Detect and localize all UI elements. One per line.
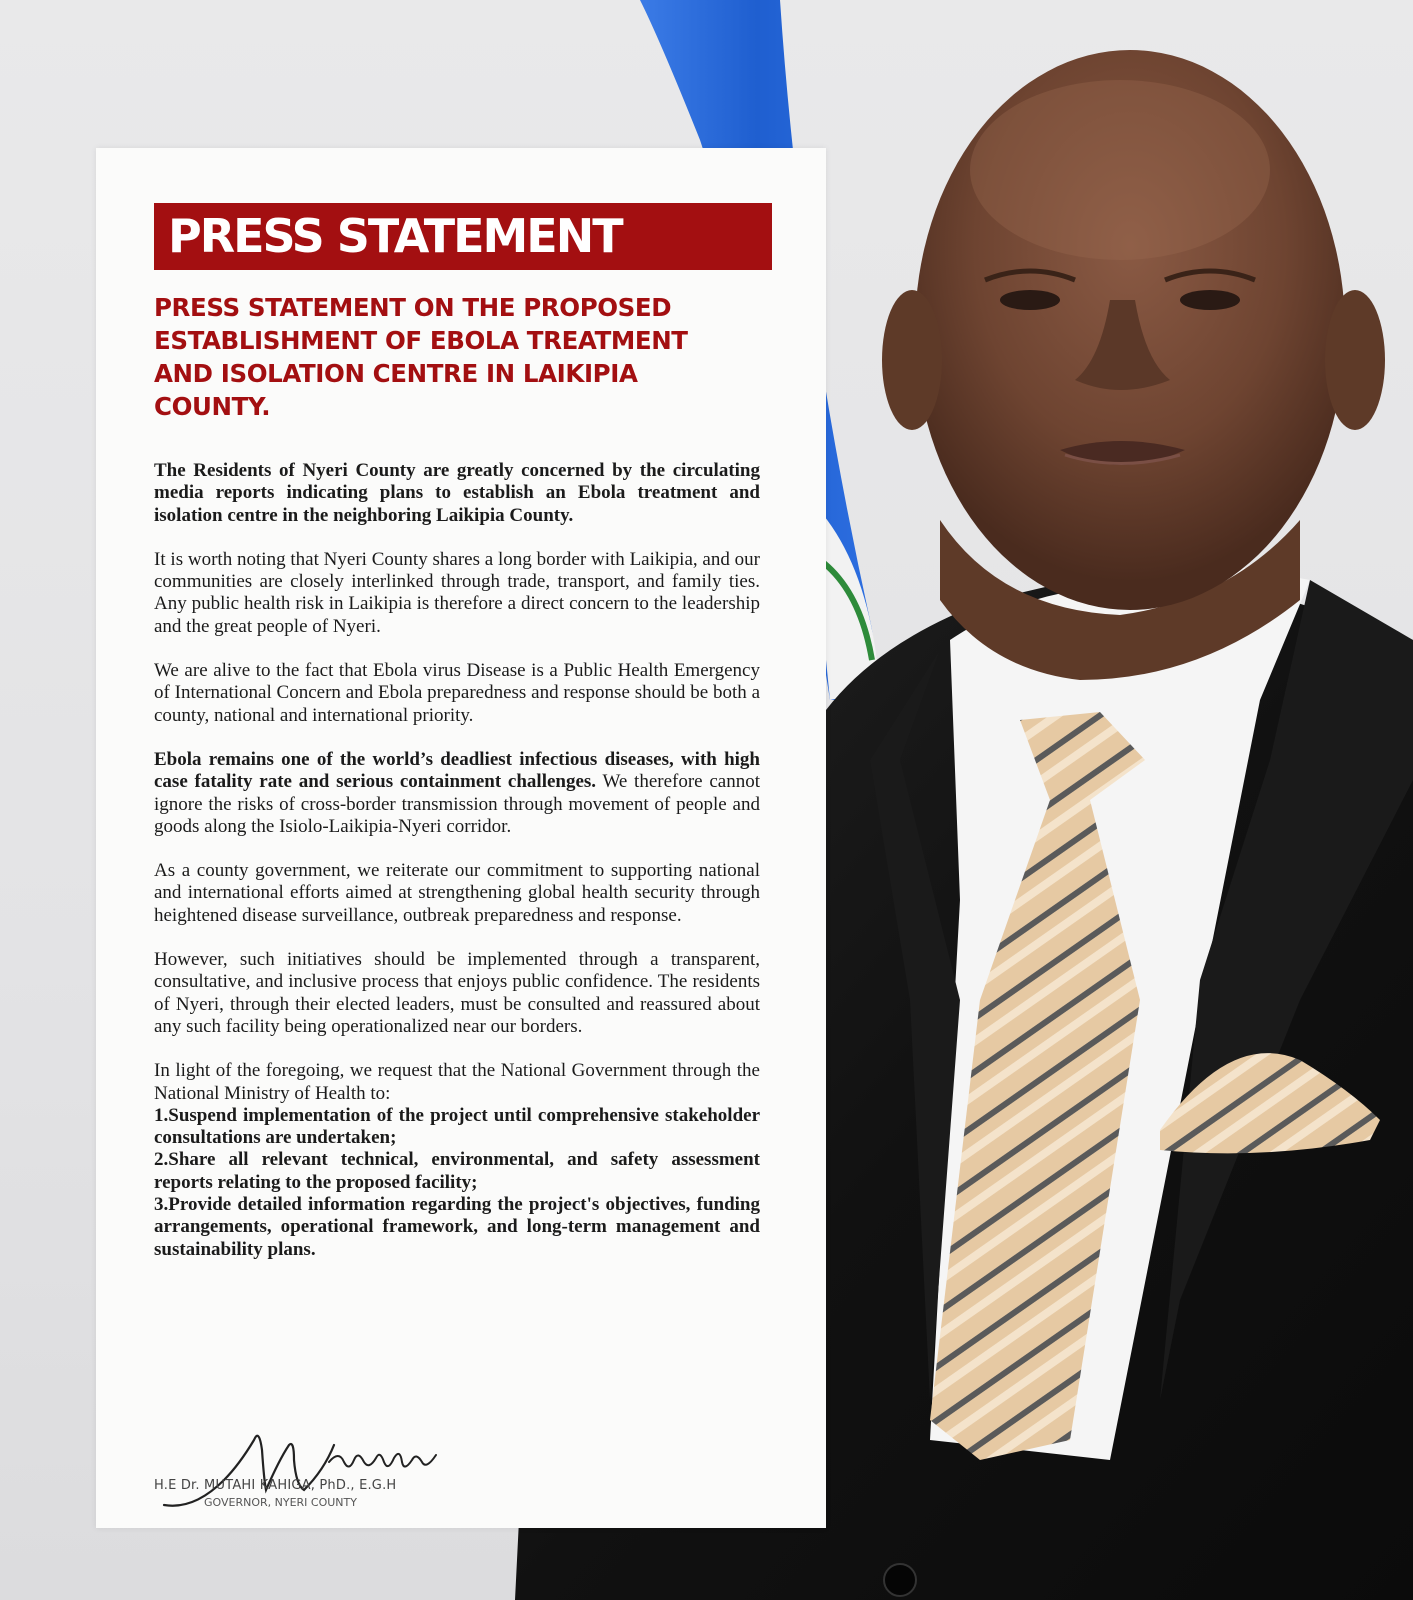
request-item-1: 1.Suspend implementation of the project until comprehensive stakeholder consultations are undertaken; <box>154 1104 760 1149</box>
signatory-title: GOVERNOR, NYERI COUNTY <box>204 1496 357 1509</box>
paragraph-4-rest: We therefore cannot ignore the risks of cross-border transmission through movement of people and goods along the Isiolo-Laikipia-Nyeri corridor. <box>154 771 760 837</box>
paragraph-7: In light of the foregoing, we request that the National Government through the National Ministry of Health to: <box>154 1060 760 1104</box>
paragraph-1: The Residents of Nyeri County are greatly concerned by the circulating media reports indicating plans to establish an Ebola treatment and isolation centre in the neighboring Laikipia County. <box>154 460 760 526</box>
statement-body <box>154 460 760 1261</box>
statement-headline: PRESS STATEMENT ON THE PROPOSED ESTABLISHMENT OF EBOLA TREATMENT AND ISOLATION CENTRE IN LAIKIPIA COUNTY. <box>154 293 688 421</box>
request-item-3: 3.Provide detailed information regarding the project's objectives, funding arrangements, operational framework, and long-term management and sustainability plans. <box>154 1194 760 1260</box>
paragraph-4 <box>154 749 760 838</box>
paragraph-2: It is worth noting that Nyeri County shares a long border with Laikipia, and our communities are closely interlinked through trade, transport, and family ties. Any public health risk in Laikipia is therefore a direct concern to the leadership and the great people of Nyeri. <box>154 548 760 637</box>
paragraph-3: We are alive to the fact that Ebola virus Disease is a Public Health Emergency of International Concern and Ebola preparedness and response should be both a county, national and international priority. <box>154 660 760 726</box>
paragraph-4-bold: Ebola remains one of the world’s deadliest infectious diseases, with high case fatality rate and serious containment challenges. <box>154 748 760 793</box>
governor-face <box>882 50 1385 610</box>
signatory-name: H.E Dr. MUTAHI KAHIGA, PhD., E.G.H <box>154 1478 397 1493</box>
press-statement-card <box>96 148 826 1528</box>
paragraph-6: However, such initiatives should be implemented through a transparent, consultative, and inclusive process that enjoys public confidence. The residents of Nyeri, through their elected leaders, must be consulted and reassured about any such facility being operationalized near our borders. <box>154 949 760 1037</box>
paragraph-5: As a county government, we reiterate our commitment to supporting national and international efforts aimed at strengthening global health security through heightened disease surveillance, outbreak preparedness and response. <box>154 860 760 926</box>
request-item-2: 2.Share all relevant technical, environmental, and safety assessment reports relating to the proposed facility; <box>154 1149 760 1193</box>
banner-title: PRESS STATEMENT <box>154 203 772 270</box>
